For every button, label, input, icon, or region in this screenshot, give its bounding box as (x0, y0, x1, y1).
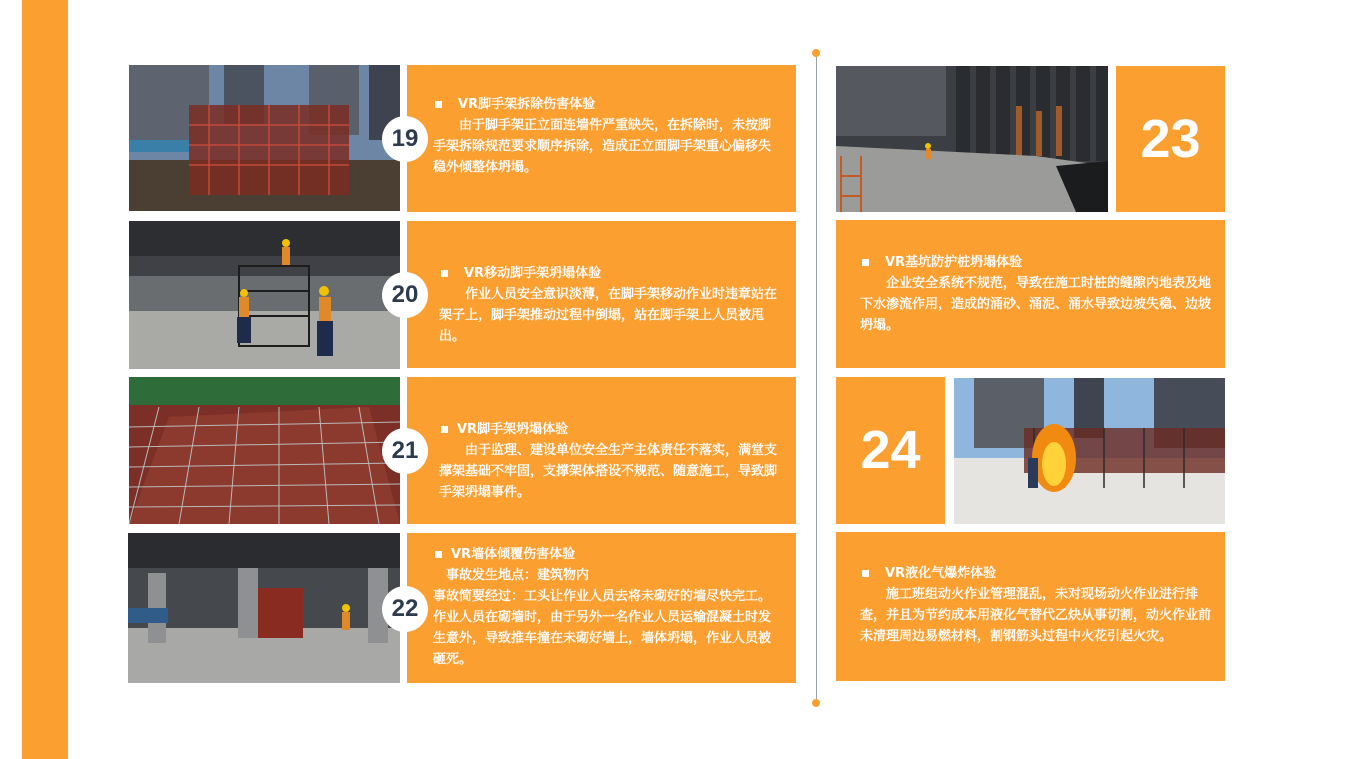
item-21-card (407, 377, 796, 524)
item-23-title: VR基坑防护桩坍塌体验 (860, 252, 1211, 273)
item-22-card (407, 533, 796, 683)
mobile-scaffold-photo (129, 221, 400, 369)
timeline-dot-top (812, 49, 820, 57)
item-22-number: 22 (382, 586, 428, 632)
item-19-card (407, 65, 796, 212)
item-22-location: 事故发生地点：建筑物内 (446, 568, 590, 583)
item-20-title: VR移动脚手架坍塌体验 (439, 263, 782, 284)
item-22-title: VR墙体倾覆伤害体验 (433, 544, 782, 565)
wall-collapse-photo (128, 533, 400, 683)
left-accent-bar (22, 0, 68, 759)
item-21-title: VR脚手架坍塌体验 (439, 419, 782, 440)
item-24-card (836, 532, 1225, 681)
foundation-pit-photo (836, 66, 1108, 212)
item-19-number: 19 (382, 116, 428, 162)
item-24-body: 施工班组动火作业管理混乱，未对现场动火作业进行排查，并且为节约成本用液化气替代乙炔从事切割，动火作业前未清理周边易燃材料，割钢筋头过程中火花引起火灾。 (860, 587, 1212, 644)
scaffold-demolition-photo (129, 65, 400, 211)
item-21-number: 21 (382, 428, 428, 474)
item-20-number: 20 (382, 272, 428, 318)
item-24-number: 24 (836, 377, 945, 524)
item-22-body: 事故简要经过：工头让作业人员去将未砌好的墙尽快完工。作业人员在砌墙时，由于另外一名作业人员运输混凝土时发生意外，导致推车撞在未砌好墙上，墙体坍塌，作业人员被砸死。 (433, 589, 772, 667)
timeline-dot-bottom (812, 699, 820, 707)
item-19-title: VR脚手架拆除伤害体验 (433, 94, 782, 115)
item-19-body: 由于脚手架正立面连墙件严重缺失，在拆除时，未按脚手架拆除规范要求顺序拆除，造成正立面脚手架重心偏移失稳外倾整体坍塌。 (433, 118, 772, 175)
item-23-number: 23 (1116, 66, 1225, 212)
item-23-card (836, 220, 1225, 368)
item-21-body: 由于监理、建设单位安全生产主体责任不落实，满堂支撑架基础不牢固，支撑架体搭设不规范、随意施工，导致脚手架坍塌事件。 (439, 443, 778, 500)
timeline-divider (816, 53, 817, 703)
item-20-card (407, 221, 796, 368)
item-20-body: 作业人员安全意识淡薄，在脚手架移动作业时违章站在架子上，脚手架推动过程中倒塌，站在脚手架上人员被甩出。 (439, 287, 778, 344)
item-24-title: VR液化气爆炸体验 (860, 563, 1211, 584)
scaffold-collapse-photo (129, 377, 400, 524)
lpg-explosion-photo (954, 378, 1225, 524)
item-23-body: 企业安全系统不规范，导致在施工时桩的缝隙内地表及地下水渗流作用，造成的涌砂、涌泥、涌水导致边坡失稳、边坡坍塌。 (860, 276, 1212, 333)
